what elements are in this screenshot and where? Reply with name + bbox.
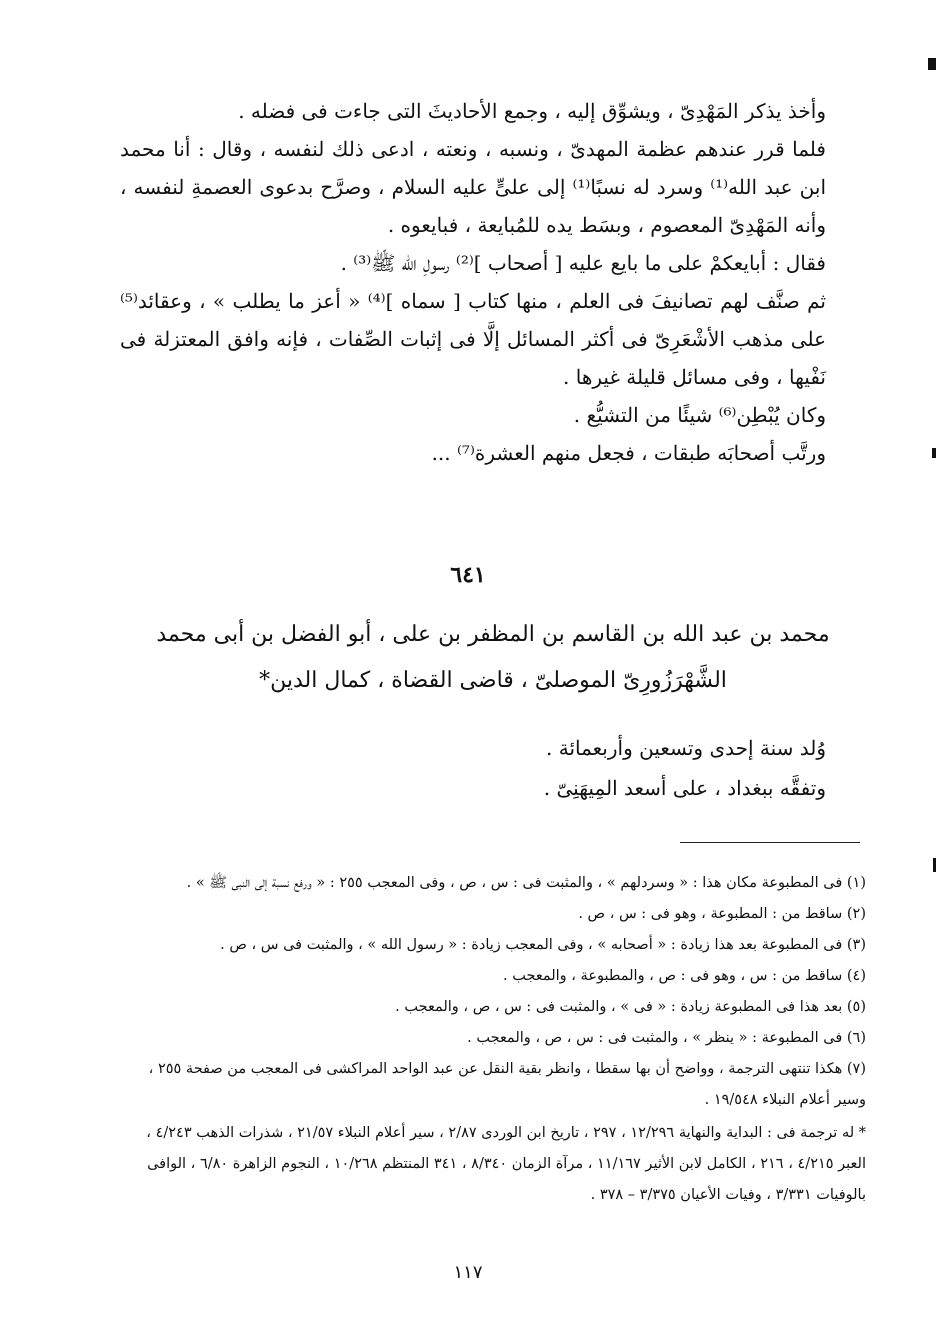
- footnote-7: (٧) هكذا تنتهى الترجمة ، وواضح أن بها سقطا ، وانظر بقية النقل عن عبد الواحد المراكشى فى المعجب من صفحة ٢٥٥ ، وسير أعلام النبلاء ١٩/٥٤٨ .: [148, 1061, 866, 1108]
- footnote-1: (١) فى المطبوعة مكان هذا : « وسردلهم » ، والمثبت فى : س ، ص ، وفى المعجب ٢٥٥ : « ورفع نسبة إلى النبى ﷺ » .: [186, 875, 866, 891]
- entry-title: [120, 612, 866, 704]
- main-text: [120, 92, 866, 472]
- footnote-2: (٢) ساقط من : المطبوعة ، وهو فى : س ، ص .: [578, 906, 866, 922]
- biography-sources-note: * له ترجمة فى : البداية والنهاية ١٢/٢٩٦ ، ٢٩٧ ، تاريخ ابن الوردى ٢/٨٧ ، سير أعلام النبلاء ٢١/٥٧ ، شذرات الذهب ٤/٢٤٣ ، العبر ٤/٢١٥ ، ٢١٦ ، الكامل لابن الأثير ١١/١٦٧ ، مرآة الزمان ٨/٣٤٠ ، ٣٤١ المنتظم ١٠/٢٦٨ ، النجوم الزاهرة ٦/٨٠ ، الوافى بالوفيات ٣/٣٣١ ، وفيات الأعيان ٣/٣٧٥ – ٣٧٨ .: [146, 1125, 866, 1203]
- entry-body: [120, 728, 826, 808]
- paragraph-mahdi-claim: فلما قرر عندهم عظمة المهدىّ ، ونسبه ، ونعته ، ادعى ذلك لنفسه ، وقال : أنا محمد ابن عبد الله⁽¹⁾ وسرد له نسبًا⁽¹⁾ إلى علىٍّ عليه السلام ، وصرَّح بدعوى العصمةِ لنفسه ، وأنه المَهْدِىّ المعصوم ، وبسَط يده للمُبايعة ، فبايعوه .: [120, 137, 827, 237]
- page-number: ١١٧: [453, 1262, 483, 1283]
- footnotes: [140, 868, 866, 1211]
- entry-title-line-1: محمد بن عبد الله بن القاسم بن المظفر بن على ، أبو الفضل بن أبى محمد: [156, 622, 830, 647]
- scan-edge-mark-top: [928, 58, 936, 70]
- paragraph-mahdi-mention: وأخذ يذكر المَهْدِىّ ، ويشوِّق إليه ، وجمع الأحاديثَ التى جاءت فى فضله .: [238, 99, 826, 123]
- paragraph-tashayyu: وكان يُبْطِن⁽⁶⁾ شيئًا من التشيُّع .: [573, 403, 826, 427]
- entry-title-line-2: الشَّهْرَزُورِىّ الموصلىّ ، قاضى القضاة ، كمال الدين*: [259, 668, 727, 693]
- footnote-3: (٣) فى المطبوعة بعد هذا زيادة : « أصحابه » ، وفى المعجب زيادة : « رسول الله » ، والمثبت فى س ، ص .: [220, 937, 866, 953]
- footnote-6: (٦) فى المطبوعة : « ينظر » ، والمثبت فى : س ، ص ، والمعجب .: [467, 1030, 866, 1046]
- scan-edge-mark-middle: [932, 448, 936, 458]
- footnote-4: (٤) ساقط من : س ، وهو فى : ص ، والمطبوعة ، والمعجب .: [503, 968, 866, 984]
- entry-number: ٦٤١: [450, 562, 486, 588]
- entry-line-birth: وُلد سنة إحدى وتسعين وأربعمائة .: [546, 736, 826, 760]
- paragraph-allegiance: فقال : أبايعكمْ على ما بايع عليه [ أصحاب ]⁽²⁾ رسولِ الله ﷺ⁽³⁾ .: [340, 251, 826, 275]
- paragraph-ranks: ورتَّب أصحابَه طبقات ، فجعل منهم العشرة⁽⁷⁾ ...: [431, 441, 826, 465]
- footnote-divider: [680, 842, 860, 843]
- footnote-5: (٥) بعد هذا فى المطبوعة زيادة : « فى » ، والمثبت فى : س ، ص ، والمعجب .: [395, 999, 866, 1015]
- paragraph-writings: ثم صنَّف لهم تصانيفَ فى العلم ، منها كتاب [ سماه ]⁽⁴⁾ « أعز ما يطلب » ، وعقائد⁽⁵⁾ على مذهب الأشْعَرِىّ فى أكثر المسائل إلَّا فى إثبات الصِّفات ، فإنه وافق المعتزلة فى نَفْيها ، وفى مسائل قليلة غيرها .: [120, 289, 826, 389]
- entry-line-study: وتفقَّه ببغداد ، على أسعد المِيهَنِىّ .: [543, 776, 826, 800]
